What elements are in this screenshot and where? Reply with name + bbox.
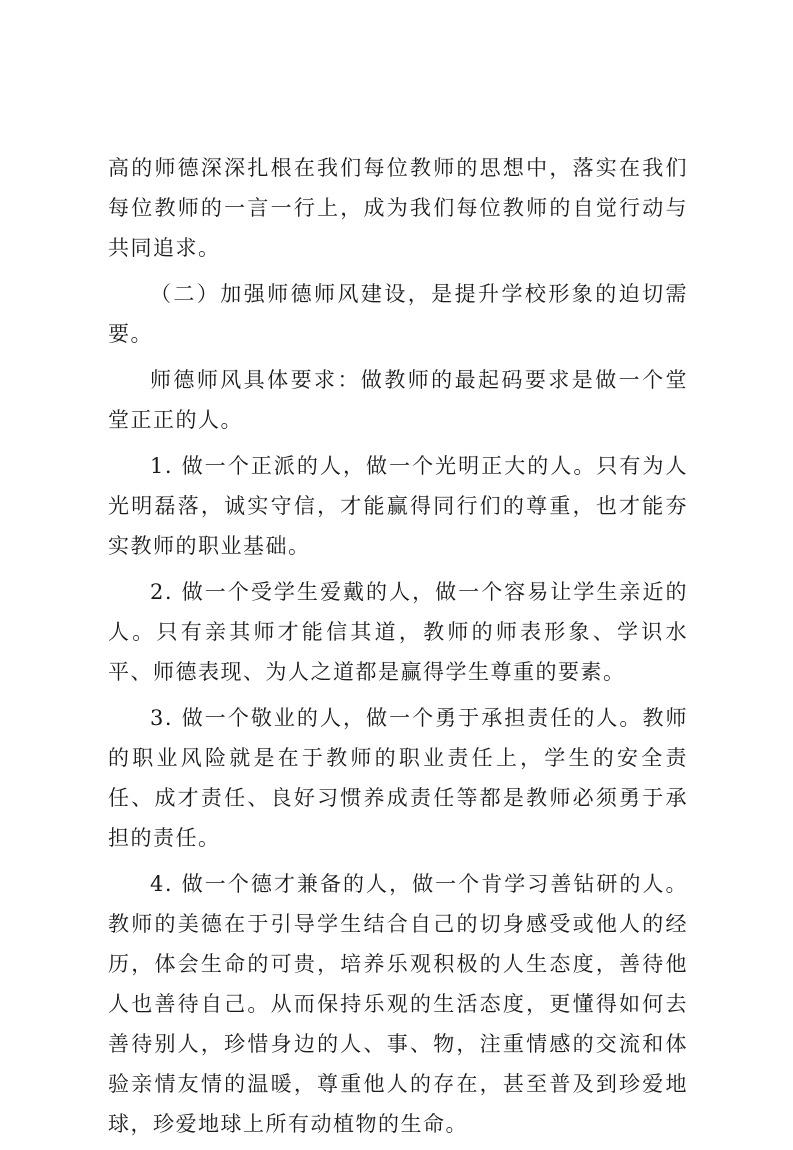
text-line: 从而保持乐观的生活态度，更懂得如何去善待别人，珍惜身边 [108, 992, 689, 1056]
text-line: 2. 做一个受学生爱戴的人，做一个容易让学生亲近的人。 [108, 580, 688, 644]
text-line: 教师的一言一行上，成为我们每位教师的自觉行动与共同追求。 [108, 196, 689, 260]
text-line: 磊落，诚实守信，才能赢得同行们的尊重，也才能夯实教师的 [108, 494, 689, 558]
text-line: 的人、事、物，注重情感的交流和体验亲情友情的温暖，尊重 [108, 1032, 688, 1096]
text-line: 师德师风具体要求：做教师的最起码要求是做一个堂堂正 [108, 368, 688, 432]
paragraph-1 [108, 148, 688, 268]
text-line: 业风险就是在于教师的职业责任上，学生的安全责任、成才责 [108, 746, 689, 810]
text-line: 4. 做一个德才兼备的人，做一个肯学习善钻研的人。教师 [108, 872, 688, 936]
text-line: 现、为人之道都是赢得学生尊重的要素。 [220, 660, 626, 684]
text-line: 高的师德深深扎根在我们每位教师的思想中，落实在我们每位 [108, 156, 688, 220]
paragraph-3 [108, 360, 688, 440]
text-line: 职业基础。 [198, 534, 311, 558]
text-line: 的美德在于引导学生结合自己的切身感受或他人的经历，体会 [108, 912, 689, 976]
text-line: 3. 做一个敬业的人，做一个勇于承担责任的人。教师的职 [108, 706, 688, 770]
text-line: 生命。 [400, 1112, 468, 1136]
document-body [108, 148, 688, 1150]
paragraph-4 [108, 446, 688, 566]
text-line: 他人的存在，甚至普及到珍爱地球，珍爱地球上所有动植物的 [108, 1072, 689, 1136]
paragraph-7 [108, 864, 688, 1144]
paragraph-5 [108, 572, 688, 692]
paragraph-2 [108, 274, 688, 354]
paragraph-6 [108, 698, 688, 858]
text-line: 生命的可贵，培养乐观积极的人生态度，善待他人也善待自己。 [108, 952, 689, 1016]
text-line: 正的人。 [153, 408, 243, 432]
text-line: （二）加强师德师风建设，是提升学校形象的迫切需要。 [108, 282, 688, 346]
text-line: 任、良好习惯养成责任等都是教师必须勇于承担的责任。 [108, 786, 689, 850]
text-line: 只有亲其师才能信其道，教师的师表形象、学识水平、师德表 [108, 620, 689, 684]
text-line: 1. 做一个正派的人，做一个光明正大的人。只有为人光明 [108, 454, 688, 518]
